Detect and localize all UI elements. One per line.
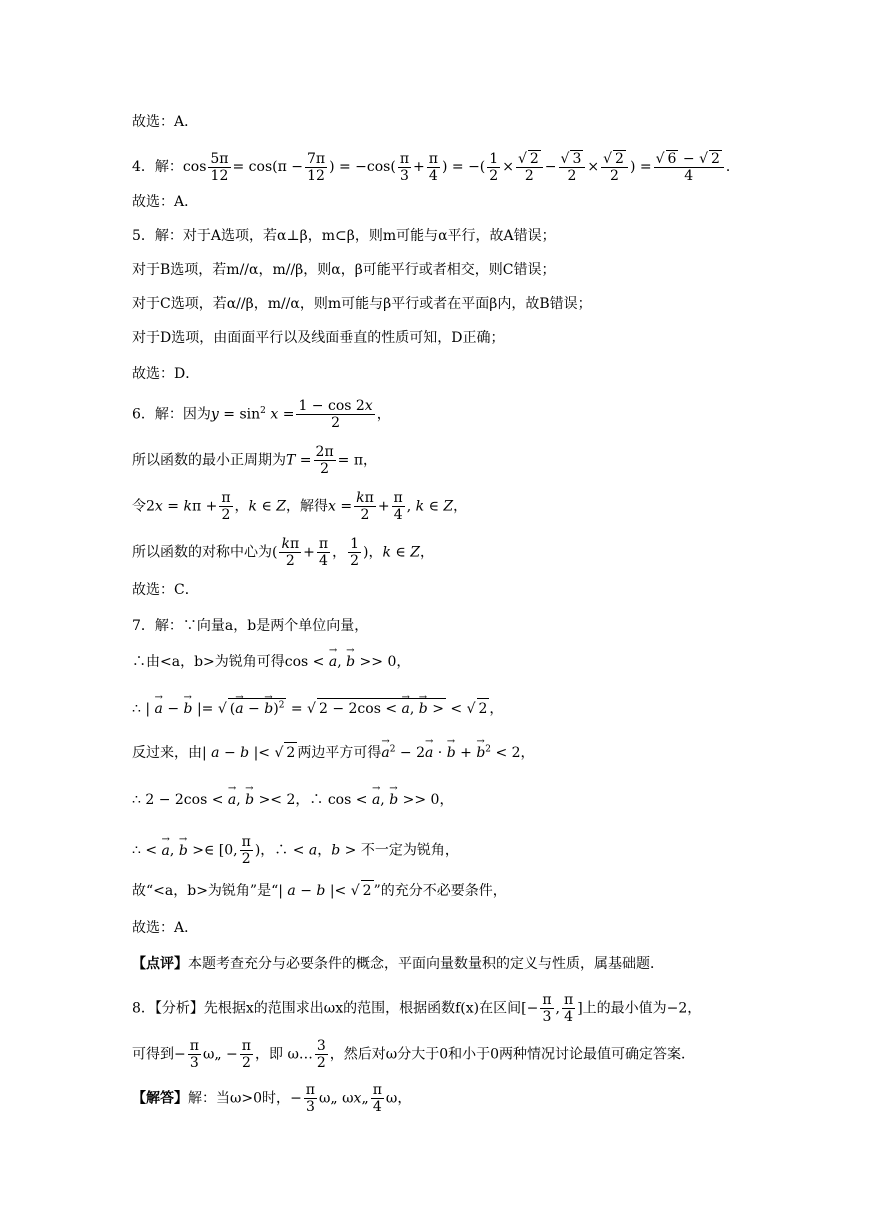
line-11: 令2x = kπ + $\frac{\pi}{2}$ ，k ∈ Z，解得x = $\frac{k\pi}{2}$ + $\frac{\pi}{4}$ , k ∈ Z， <box>132 490 468 523</box>
line-22-comment: 【点评】本题考查充分与必要条件的概念，平面向量数量积的定义与性质，属基础题． <box>132 956 664 972</box>
line-21: 故选：A． <box>132 920 199 936</box>
line-20: 故“<a，b>为锐角”是“| a − b |< √ 2 ”的充分不必要条件， <box>132 880 507 901</box>
line-3: 故选：A． <box>132 194 199 210</box>
line-7: 对于D选项，由面面平行以及线面垂直的性质可知，D正确； <box>132 330 505 346</box>
line-5: 对于B选项，若m//α，m//β，则α，β可能平行或者相交，则C错误； <box>132 262 556 278</box>
line-14-solution-7: 7．解：∵向量a，b是两个单位向量， <box>132 618 369 634</box>
line-10: 所以函数的最小正周期为T = $\frac{2\pi}{2}$ = π， <box>132 444 378 477</box>
line-8: 故选：D． <box>132 366 200 382</box>
line-9-solution-6: 6．解：因为$y = \sin^2 x$ = $\frac{1 - \cos 2x}{2}$ ， <box>132 398 391 431</box>
line-25: 【解答】解：当ω>0时，− $\frac{\pi}{3}$ ω„ ωx„ $\frac{\pi}{4}$ ω， <box>132 1082 412 1115</box>
line-15: ∴由<a，b>为锐角可得cos < → a, → b >> 0， <box>132 652 410 672</box>
line-16: ∴ | → a − → b |= √ (→ a − → b)$^2$ = √ 2 − 2cos < → a, → b > < √ 2 ， <box>132 698 503 719</box>
line-12: 所以函数的对称中心为( $\frac{k\pi}{2}$ + $\frac{\pi}{4}$ ， $\frac{1}{2}$ )，k ∈ Z， <box>132 536 434 569</box>
line-1: 故选：A． <box>132 114 199 130</box>
line-24: 可得到− $\frac{\pi}{3}$ ω„ − $\frac{\pi}{2}$ ，即 ω… $\frac{3}{2}$ ，然后对ω分大于0和小于0两种情况讨论最值可确定答案． <box>132 1038 696 1071</box>
line-13: 故选：C． <box>132 582 199 598</box>
line-2-solution-4: 4．解：cos $\frac{5\pi}{12}$ = cos(π − $\frac{7\pi}{12}$ ) = −cos( $\frac{\pi}{3}$ + $\frac{\pi}{4}$ ) = −( $\frac{1}{2}$ × $\frac{√ 2}{2}$ − $\frac{√ 3}{2}$ × $\frac{√ 2}{2}$ ) = $\frac{√ 6 - √ 2}{4}$ ． <box>132 150 740 184</box>
line-18: ∴ 2 − 2cos < → a, → b >< 2，∴ cos < → a, → b >> 0， <box>132 790 453 810</box>
line-4: 5．解：对于A选项，若α⊥β，m⊂β，则m可能与α平行，故A错误； <box>132 228 556 244</box>
line-6: 对于C选项，若α//β，m//α，则m可能与β平行或者在平面β内，故B错误； <box>132 296 592 312</box>
line-23-solution-8: 8．【分析】先根据x的范围求出ωx的范围，根据函数f(x)在区间[− $\frac{\pi}{3}$ , $\frac{\pi}{4}$ ]上的最小值为−2， <box>132 992 702 1025</box>
line-17: 反过来，由| a − b |< √ 2 两边平方可得→ $a^2 - 2\to a$ · → b + → $b^2 < 2$， <box>132 742 535 763</box>
line-19: ∴ < → a, → b >∈ [0, $\frac{\pi}{2}$ )，∴ < a，b > 不一定为锐角， <box>132 834 459 867</box>
